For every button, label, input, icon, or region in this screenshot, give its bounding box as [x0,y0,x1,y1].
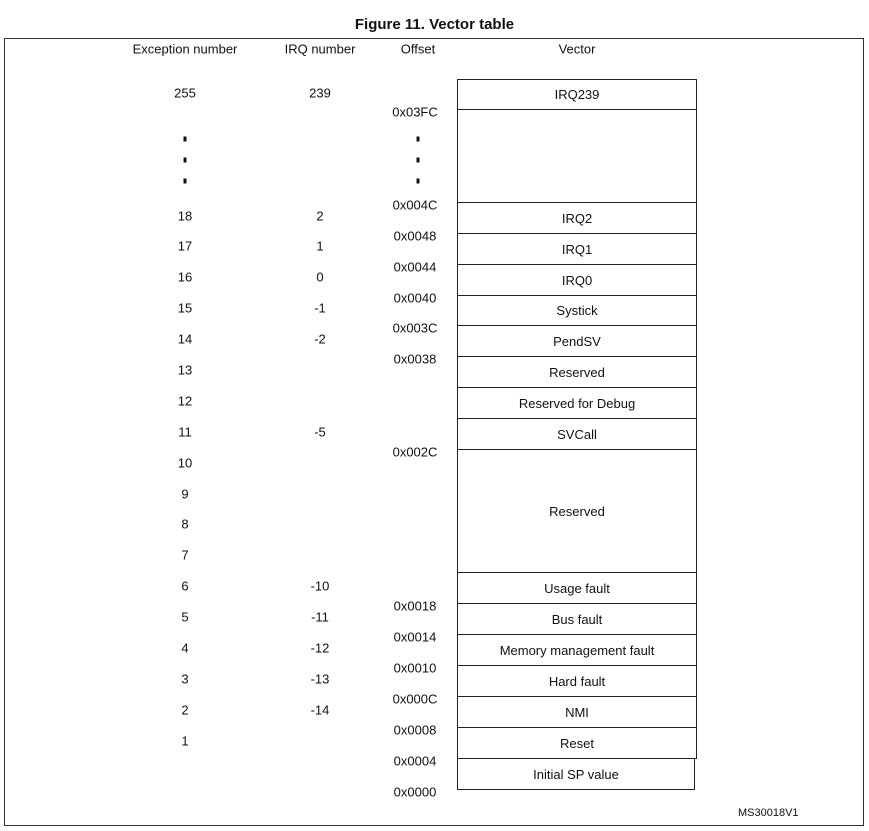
offset-label: 0x0004 [393,753,437,769]
exception-number: 18 [177,208,193,224]
offset-label: 0x0044 [393,259,437,275]
ellipsis-dot [184,179,187,184]
figure-title: Figure 11. Vector table [354,16,515,33]
ellipsis-dot [417,158,420,163]
ellipsis-dot [184,137,187,142]
vector-entry: Memory management fault [457,634,697,666]
offset-label: 0x0000 [393,784,437,800]
figure-id: MS30018V1 [738,807,799,819]
irq-number: -10 [310,578,330,594]
vector-entry: PendSV [457,325,697,357]
exception-number: 3 [181,671,189,687]
irq-number: -11 [311,609,329,625]
offset-label: 0x0008 [393,722,437,738]
exception-number: 11 [178,424,192,440]
vector-entry: Reserved [457,356,697,388]
offset-label: 0x0018 [393,598,437,614]
vector-entry: Initial SP value [457,758,695,790]
exception-number: 5 [181,609,189,625]
vector-entry: IRQ2 [457,202,697,234]
vector-entry [457,109,697,203]
exception-number: 15 [177,300,193,316]
header-vector: Vector [558,41,596,57]
irq-number: 2 [316,208,324,224]
header-exception-number: Exception number [132,41,238,57]
offset-label: 0x0010 [393,660,437,676]
vector-entry: NMI [457,696,697,728]
exception-number: 12 [177,393,193,409]
irq-number: -13 [310,671,330,687]
vector-entry: Reserved for Debug [457,387,697,419]
irq-number: -5 [314,424,326,440]
irq-number: -1 [314,300,326,316]
vector-entry: Reserved [457,449,697,573]
irq-number: -14 [310,702,330,718]
offset-label: 0x03FC [392,104,438,120]
figure-frame [4,38,864,826]
exception-number: 4 [181,640,189,656]
exception-number: 14 [177,331,193,347]
exception-number: 8 [181,516,189,532]
exception-number: 9 [181,486,189,502]
exception-number: 6 [181,578,189,594]
exception-number: 10 [177,455,193,471]
offset-label: 0x000C [392,691,438,707]
offset-label: 0x0038 [393,351,437,367]
vector-entry: IRQ1 [457,233,697,265]
offset-label: 0x0048 [393,228,437,244]
exception-number: 255 [174,85,196,101]
exception-number: 2 [181,702,189,718]
vector-entry: Systick [457,295,697,326]
offset-label: 0x003C [392,320,438,336]
offset-label: 0x0040 [393,290,437,306]
irq-number: 0 [316,269,324,285]
vector-entry: Reset [457,727,697,759]
irq-number: -12 [310,640,330,656]
exception-number: 13 [177,362,193,378]
exception-number: 1 [181,733,189,749]
vector-entry: Bus fault [457,603,697,635]
exception-number: 16 [177,269,193,285]
vector-entry: Usage fault [457,572,697,604]
irq-number: 239 [309,85,331,101]
offset-label: 0x004C [392,197,438,213]
irq-number: 1 [316,238,324,254]
vector-entry: SVCall [457,418,697,450]
exception-number: 7 [181,547,189,563]
ellipsis-dot [184,158,187,163]
ellipsis-dot [417,179,420,184]
vector-entry: IRQ0 [457,264,697,296]
exception-number: 17 [177,238,193,254]
ellipsis-dot [417,137,420,142]
header-irq-number: IRQ number [284,41,356,57]
irq-number: -2 [314,331,326,347]
vector-entry: IRQ239 [457,79,697,110]
header-offset: Offset [400,41,436,57]
offset-label: 0x002C [392,444,438,460]
vector-entry: Hard fault [457,665,697,697]
offset-label: 0x0014 [393,629,437,645]
